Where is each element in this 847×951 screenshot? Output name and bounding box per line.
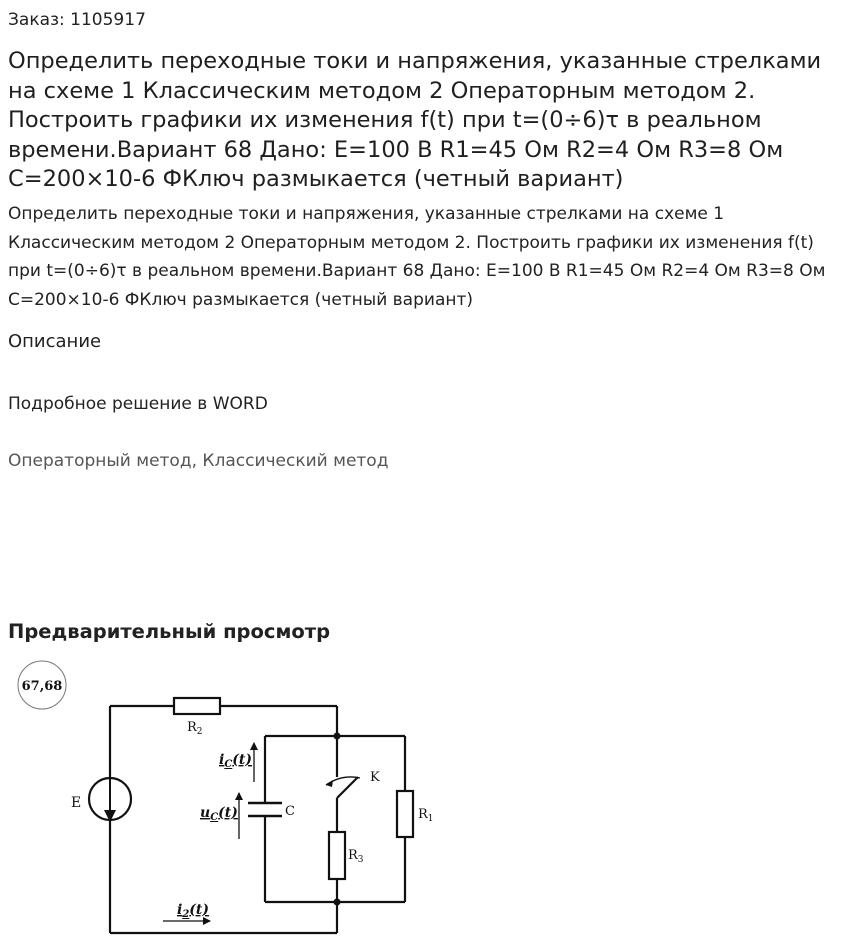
node-top bbox=[334, 733, 341, 740]
description-text: Подробное решение в WORD bbox=[8, 394, 268, 414]
page-title: Определить переходные токи и напряжения, указанные стрелками на схеме 1 Классическим методом 2 Операторным методом 2. Построить графики их изменения f(t) при t=(0÷6)τ в реальном времени.Вариант 68 Дано: E=100 В R1=45 Ом R2=4 Ом R3=8 Ом C=200×10-6 ФКлюч размыкается (четный вариант) bbox=[8, 48, 822, 192]
variant-badge bbox=[18, 661, 66, 709]
ic-label: $i_C(t)$ bbox=[219, 752, 253, 770]
description-heading: Описание bbox=[8, 331, 102, 352]
circuit-diagram bbox=[0, 650, 847, 951]
switch-label: K bbox=[370, 770, 380, 785]
node-bottom bbox=[334, 899, 341, 906]
resistor-r2 bbox=[174, 698, 220, 714]
r3-label: $R_3$ bbox=[348, 848, 364, 865]
uc-label: $u_C(t)$ bbox=[200, 805, 238, 823]
tag-separator: , bbox=[191, 451, 203, 471]
tag-list bbox=[8, 451, 388, 471]
preview-heading: Предварительный просмотр bbox=[8, 620, 331, 643]
circuit-preview-image bbox=[0, 650, 847, 951]
task-summary: Определить переходные токи и напряжения, указанные стрелками на схеме 1 Классическим методом 2 Операторным методом 2. Построить графики их изменения f(t) при t=(0÷6)τ в реальном времени.Вариант 68 Дано: E=100 В R1=45 Ом R2=4 Ом R3=8 Ом C=200×10-6 ФКлюч размыкается (четный вариант) bbox=[8, 204, 826, 311]
tag-operator-method[interactable]: Операторный метод bbox=[8, 451, 192, 471]
voltage-source bbox=[89, 778, 131, 822]
switch-k bbox=[326, 777, 360, 798]
r2-label: $R_2$ bbox=[187, 720, 203, 737]
source-label: E bbox=[71, 795, 82, 811]
variant-badge-label: 67,68 bbox=[21, 679, 63, 694]
r1-label: $R_1$ bbox=[418, 807, 434, 824]
tag-classic-method[interactable]: Классический метод bbox=[202, 451, 389, 471]
resistor-r1 bbox=[397, 791, 413, 837]
order-number: Заказ: 1105917 bbox=[8, 10, 146, 30]
capacitor-label: C bbox=[285, 804, 295, 819]
resistor-r3 bbox=[329, 832, 345, 879]
i2-label: $i_2(t)$ bbox=[177, 902, 210, 920]
capacitor bbox=[248, 803, 282, 816]
circuit-wires bbox=[110, 706, 405, 933]
